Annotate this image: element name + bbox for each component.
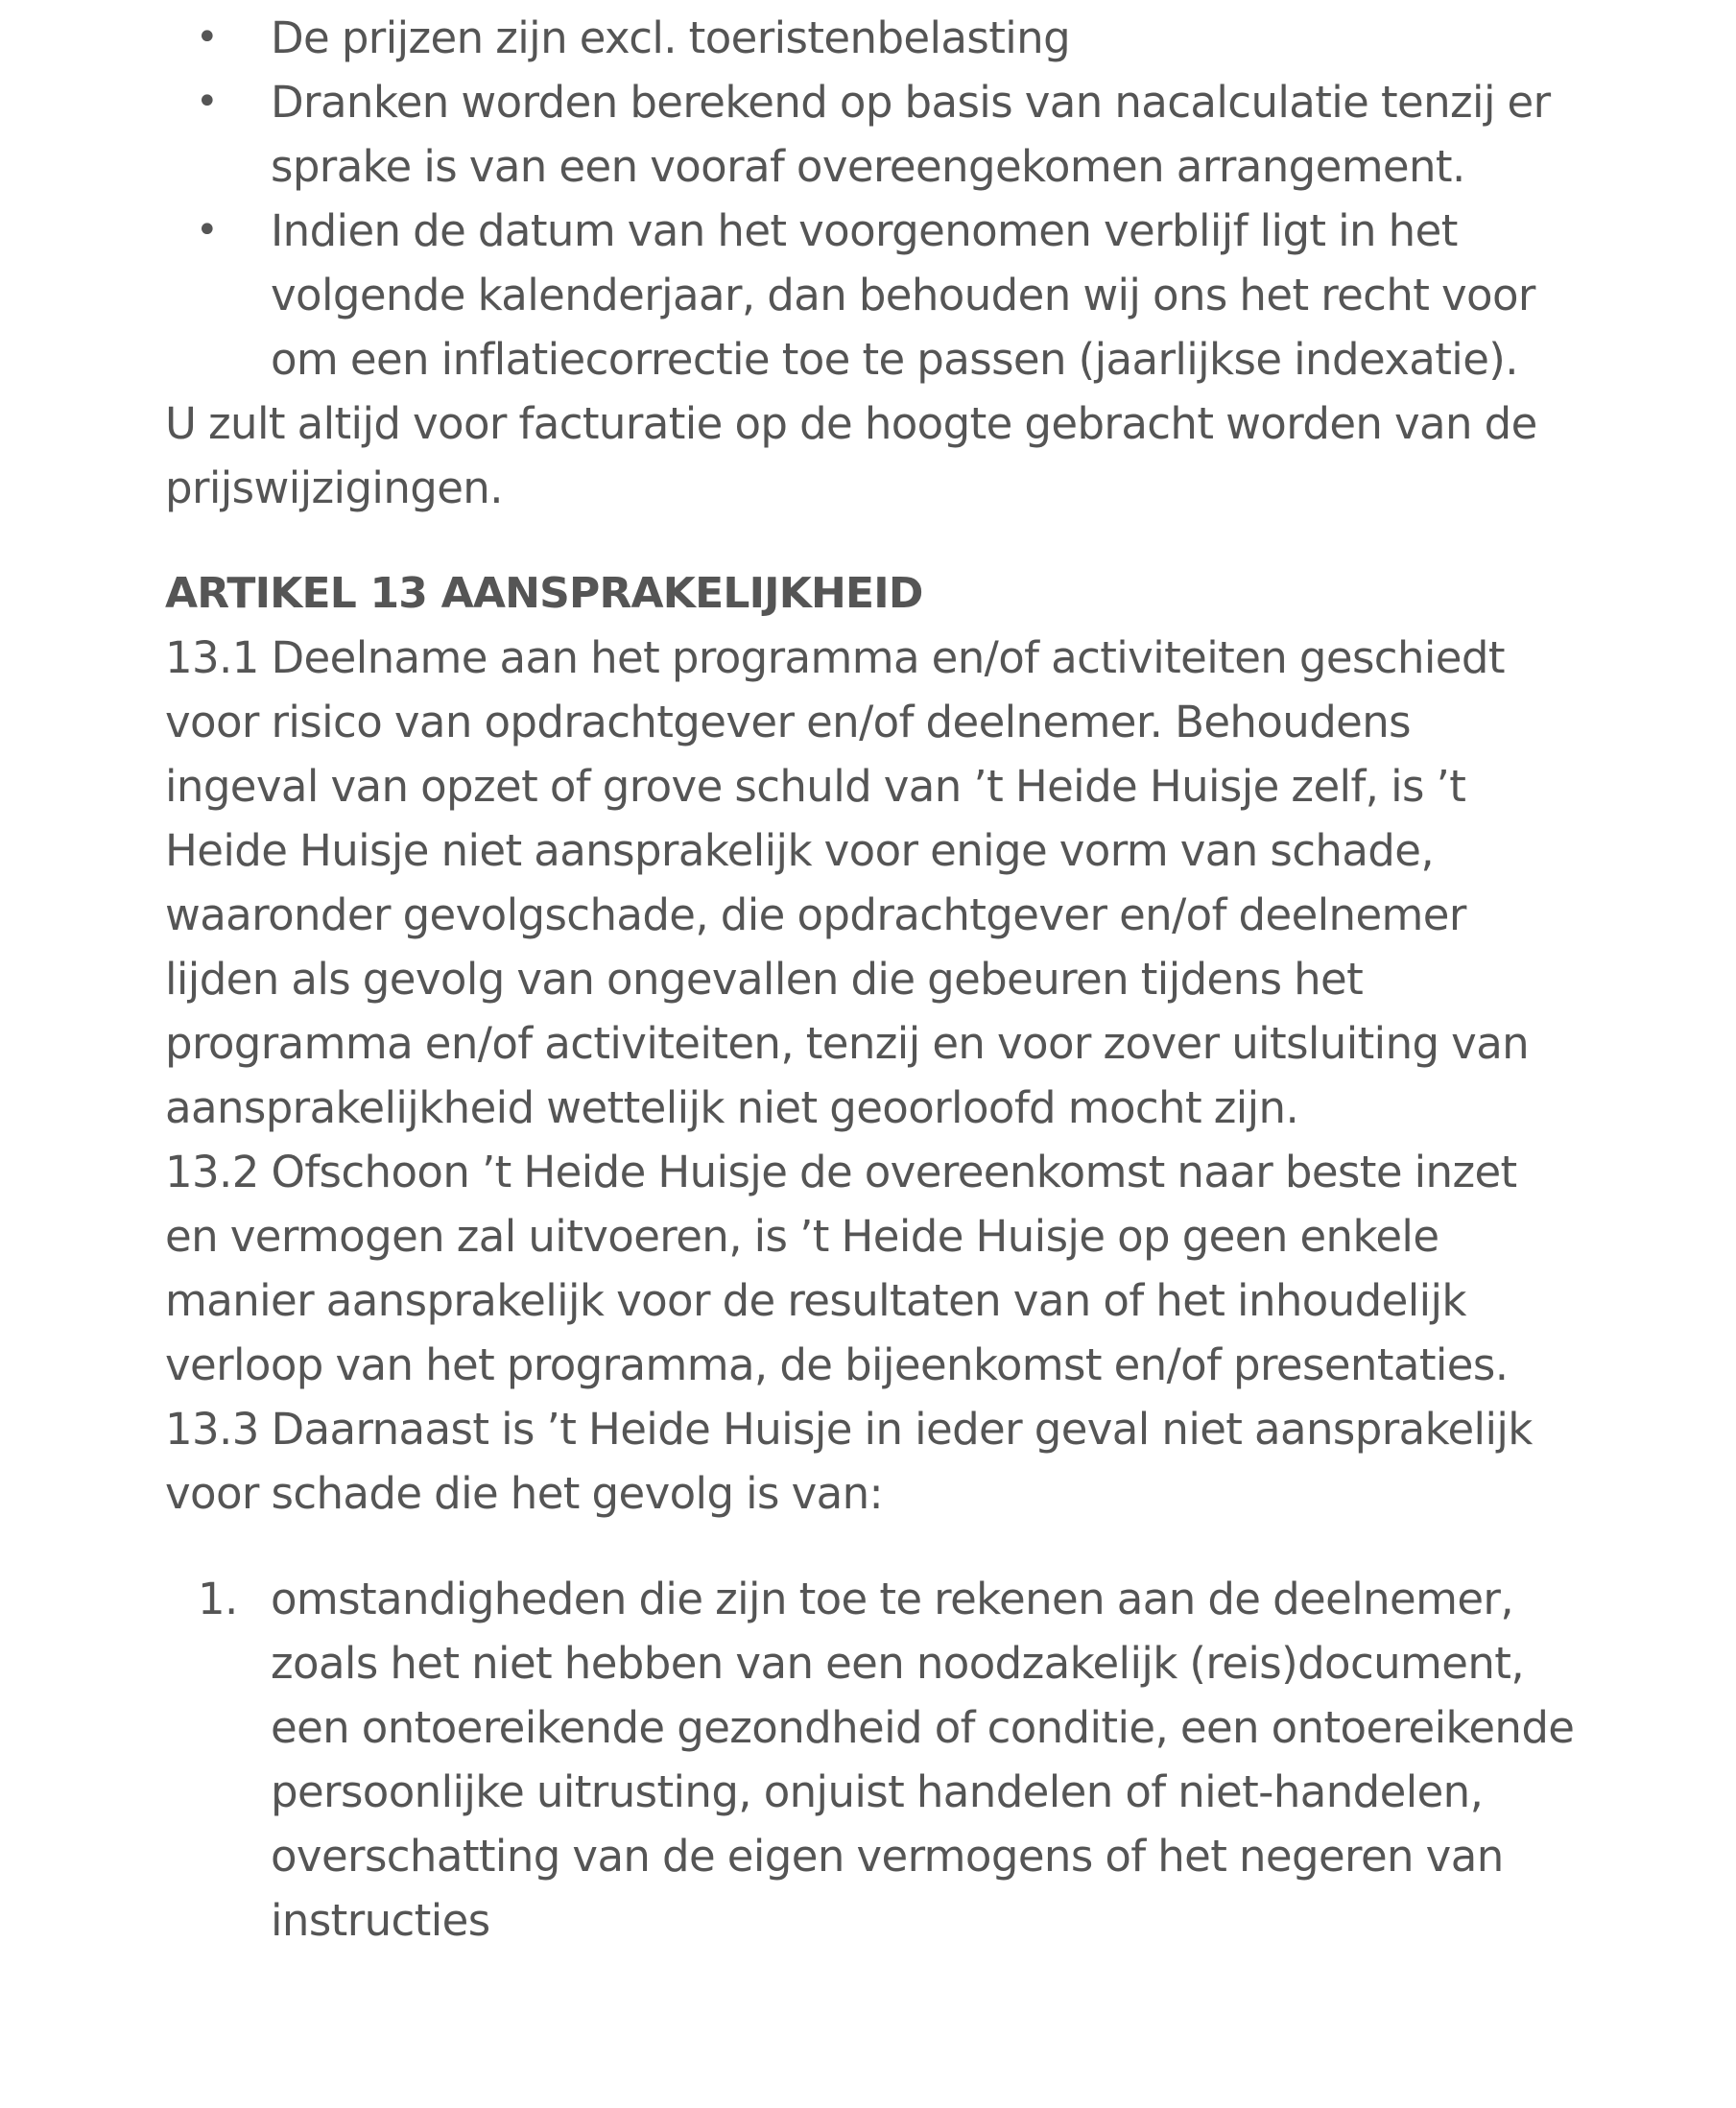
article-paragraph-13-2: 13.2 Ofschoon ’t Heide Huisje de overeenkomst naar beste inzet en vermogen zal uitvoeren, is ’t Heide Huisje op geen enkele manier aansprakelijk voor de resultaten van of het inhoudelijk verloop van het programma, de bijeenkomst en/of presentaties. [165, 1147, 1517, 1390]
document-content [165, 0, 1576, 1953]
bullet-marker: • [196, 80, 218, 124]
list-item [165, 1567, 1576, 1953]
list-item [165, 6, 1576, 70]
list-item-text: De prijzen zijn excl. toeristenbelasting [271, 12, 1071, 63]
list-item-text: Dranken worden berekend op basis van nacalculatie tenzij er sprake is van een vooraf overeengekomen arrangement. [271, 77, 1551, 192]
bullet-marker: • [196, 15, 218, 59]
list-item [165, 199, 1576, 391]
list-item [165, 70, 1576, 199]
list-item-text: Indien de datum van het voorgenomen verblijf ligt in het volgende kalenderjaar, dan behouden wij ons het recht voor om een inflatiecorrectie toe te passen (jaarlijkse indexatie). [271, 205, 1535, 385]
article-paragraph-13-3: 13.3 Daarnaast is ’t Heide Huisje in ieder geval niet aansprakelijk voor schade die het gevolg is van: [165, 1404, 1533, 1519]
article-paragraph-13-1: 13.1 Deelname aan het programma en/of activiteiten geschiedt voor risico van opdrachtgever en/of deelnemer. Behoudens ingeval van opzet of grove schuld van ’t Heide Huisje zelf, is ’t Heide Huisje niet aansprakelijk voor enige vorm van schade, waaronder gevolgschade, die opdrachtgever en/of deelnemer lijden als gevolg van ongevallen die gebeuren tijdens het programma en/of activiteiten, tenzij en voor zover uitsluiting van aansprakelijkheid wettelijk niet geoorloofd mocht zijn. [165, 632, 1530, 1133]
list-number: 1. [198, 1574, 238, 1624]
price-conditions-list [165, 0, 1576, 391]
article-heading: ARTIKEL 13 AANSPRAKELIJKHEID [165, 569, 923, 618]
price-change-note: U zult altijd voor facturatie op de hoogte gebracht worden van de prijswijzigingen. [165, 398, 1537, 513]
list-item-text: omstandigheden die zijn toe te rekenen aan de deelnemer, zoals het niet hebben van een noodzakelijk (reis)document, een ontoereikende gezondheid of conditie, een ontoereikende persoonlijke uitrusting, onjuist handelen of niet-handelen, overschatting van de eigen vermogens of het negeren van instructies [271, 1574, 1575, 1946]
liability-exclusions-list [165, 1567, 1576, 1953]
bullet-marker: • [196, 208, 218, 252]
